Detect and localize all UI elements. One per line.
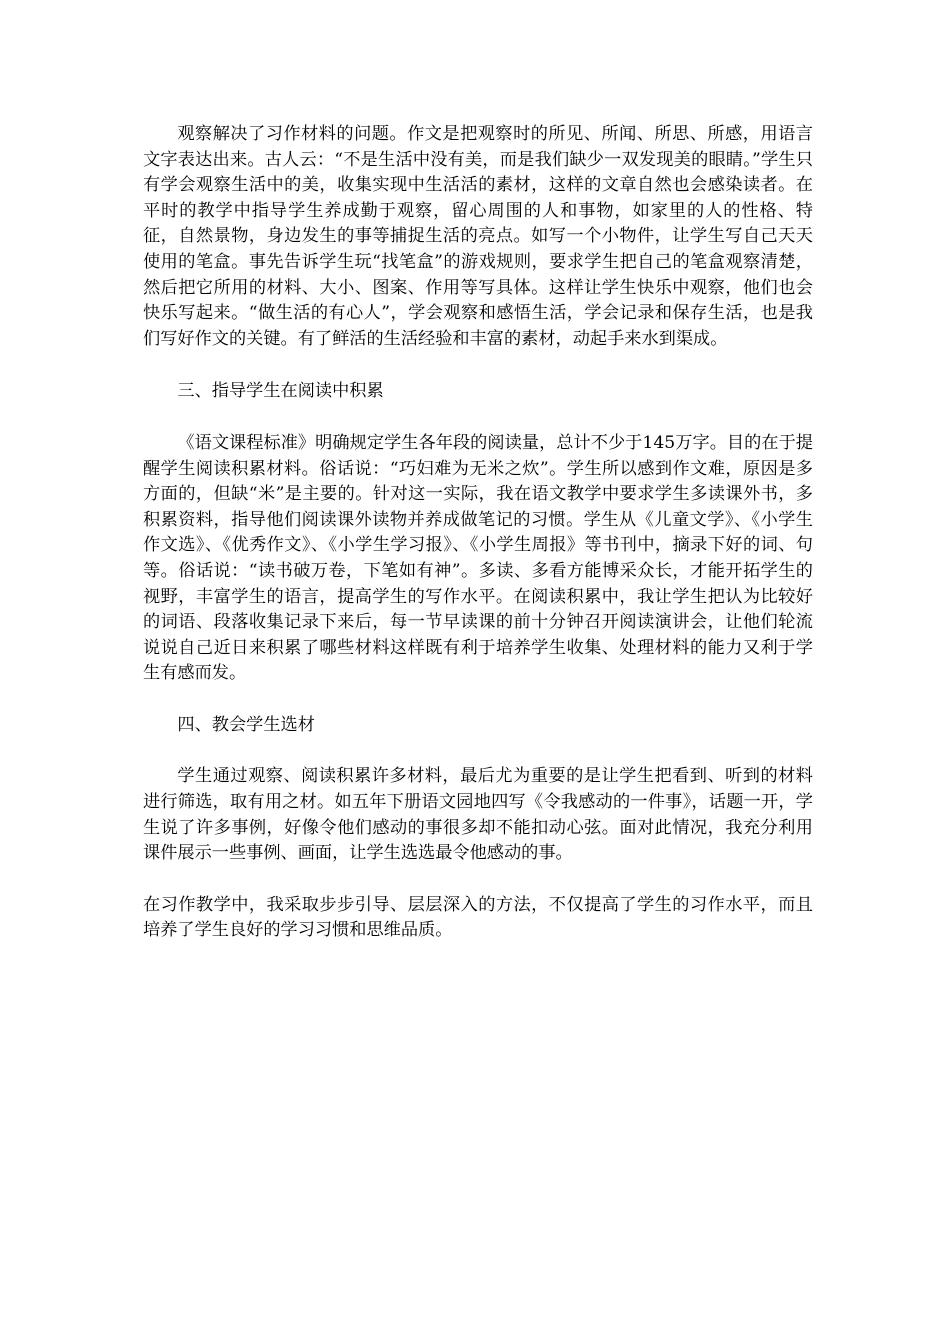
- section-heading-material: 四、教会学生选材: [177, 714, 315, 735]
- paragraph-observation: 观察解决了习作材料的问题。作文是把观察时的所见、所闻、所思、所感，用语言文字表达出来。古人云：“不是生活中没有美，而是我们缺少一双发现美的眼睛。”学生只有学会观察生活中的美，收集实现中生活活的素材，这样的文章自然也会感染读者。在平时的教学中指导学生养成勤于观察，留心周围的人和事物，如家里的人的性格、特征，自然景物，身边发生的事等捕捉生活的亮点。如写一个小物件，让学生写自己天天使用的笔盒。事先告诉学生玩“找笔盒”的游戏规则，要求学生把自己的笔盒观察清楚，然后把它所用的材料、大小、图案、作用等写具体。这样让学生快乐中观察，他们也会快乐写起来。“做生活的有心人”，学会观察和感悟生活，学会记录和保存生活，也是我们写好作文的关键。有了鲜活的生活经验和丰富的素材，动起手来水到渠成。: [143, 124, 813, 349]
- document-body: [143, 122, 813, 944]
- paragraph-material: 学生通过观察、阅读积累许多材料，最后尤为重要的是让学生把看到、听到的材料进行筛选，取有用之材。如五年下册语文园地四写《令我感动的一件事》，话题一开，学生说了许多事例，好像令他们感动的事很多却不能扣动心弦。面对此情况，我充分利用课件展示一些事例、画面，让学生选选最令他感动的事。: [143, 766, 813, 864]
- section-heading-reading: 三、指导学生在阅读中积累: [177, 381, 384, 402]
- paragraph-reading: 《语文课程标准》明确规定学生各年段的阅读量，总计不少于145万字。目的在于提醒学生阅读积累材料。俗话说：“巧妇难为无米之炊”。学生所以感到作文难，原因是多方面的，但缺“米”是主要的。针对这一实际，我在语文教学中要求学生多读课外书，多积累资料，指导他们阅读课外读物并养成做笔记的习惯。学生从《儿童文学》、《小学生作文选》、《优秀作文》、《小学生学习报》、《小学生周报》等书刊中，摘录下好的词、句等。俗话说：“读书破万卷，下笔如有神”。多读、多看方能博采众长，才能开拓学生的视野，丰富学生的语言，提高学生的写作水平。在阅读积累中，我让学生把认为比较好的词语、段落收集记录下来后，每一节早读课的前十分钟召开阅读演讲会，让他们轮流说说自己近日来积累了哪些材料这样既有利于培养学生收集、处理材料的能力又利于学生有感而发。: [143, 432, 813, 684]
- paragraph-conclusion: 在习作教学中，我采取步步引导、层层深入的方法，不仅提高了学生的习作水平，而且培养了学生良好的学习习惯和思维品质。: [143, 894, 813, 941]
